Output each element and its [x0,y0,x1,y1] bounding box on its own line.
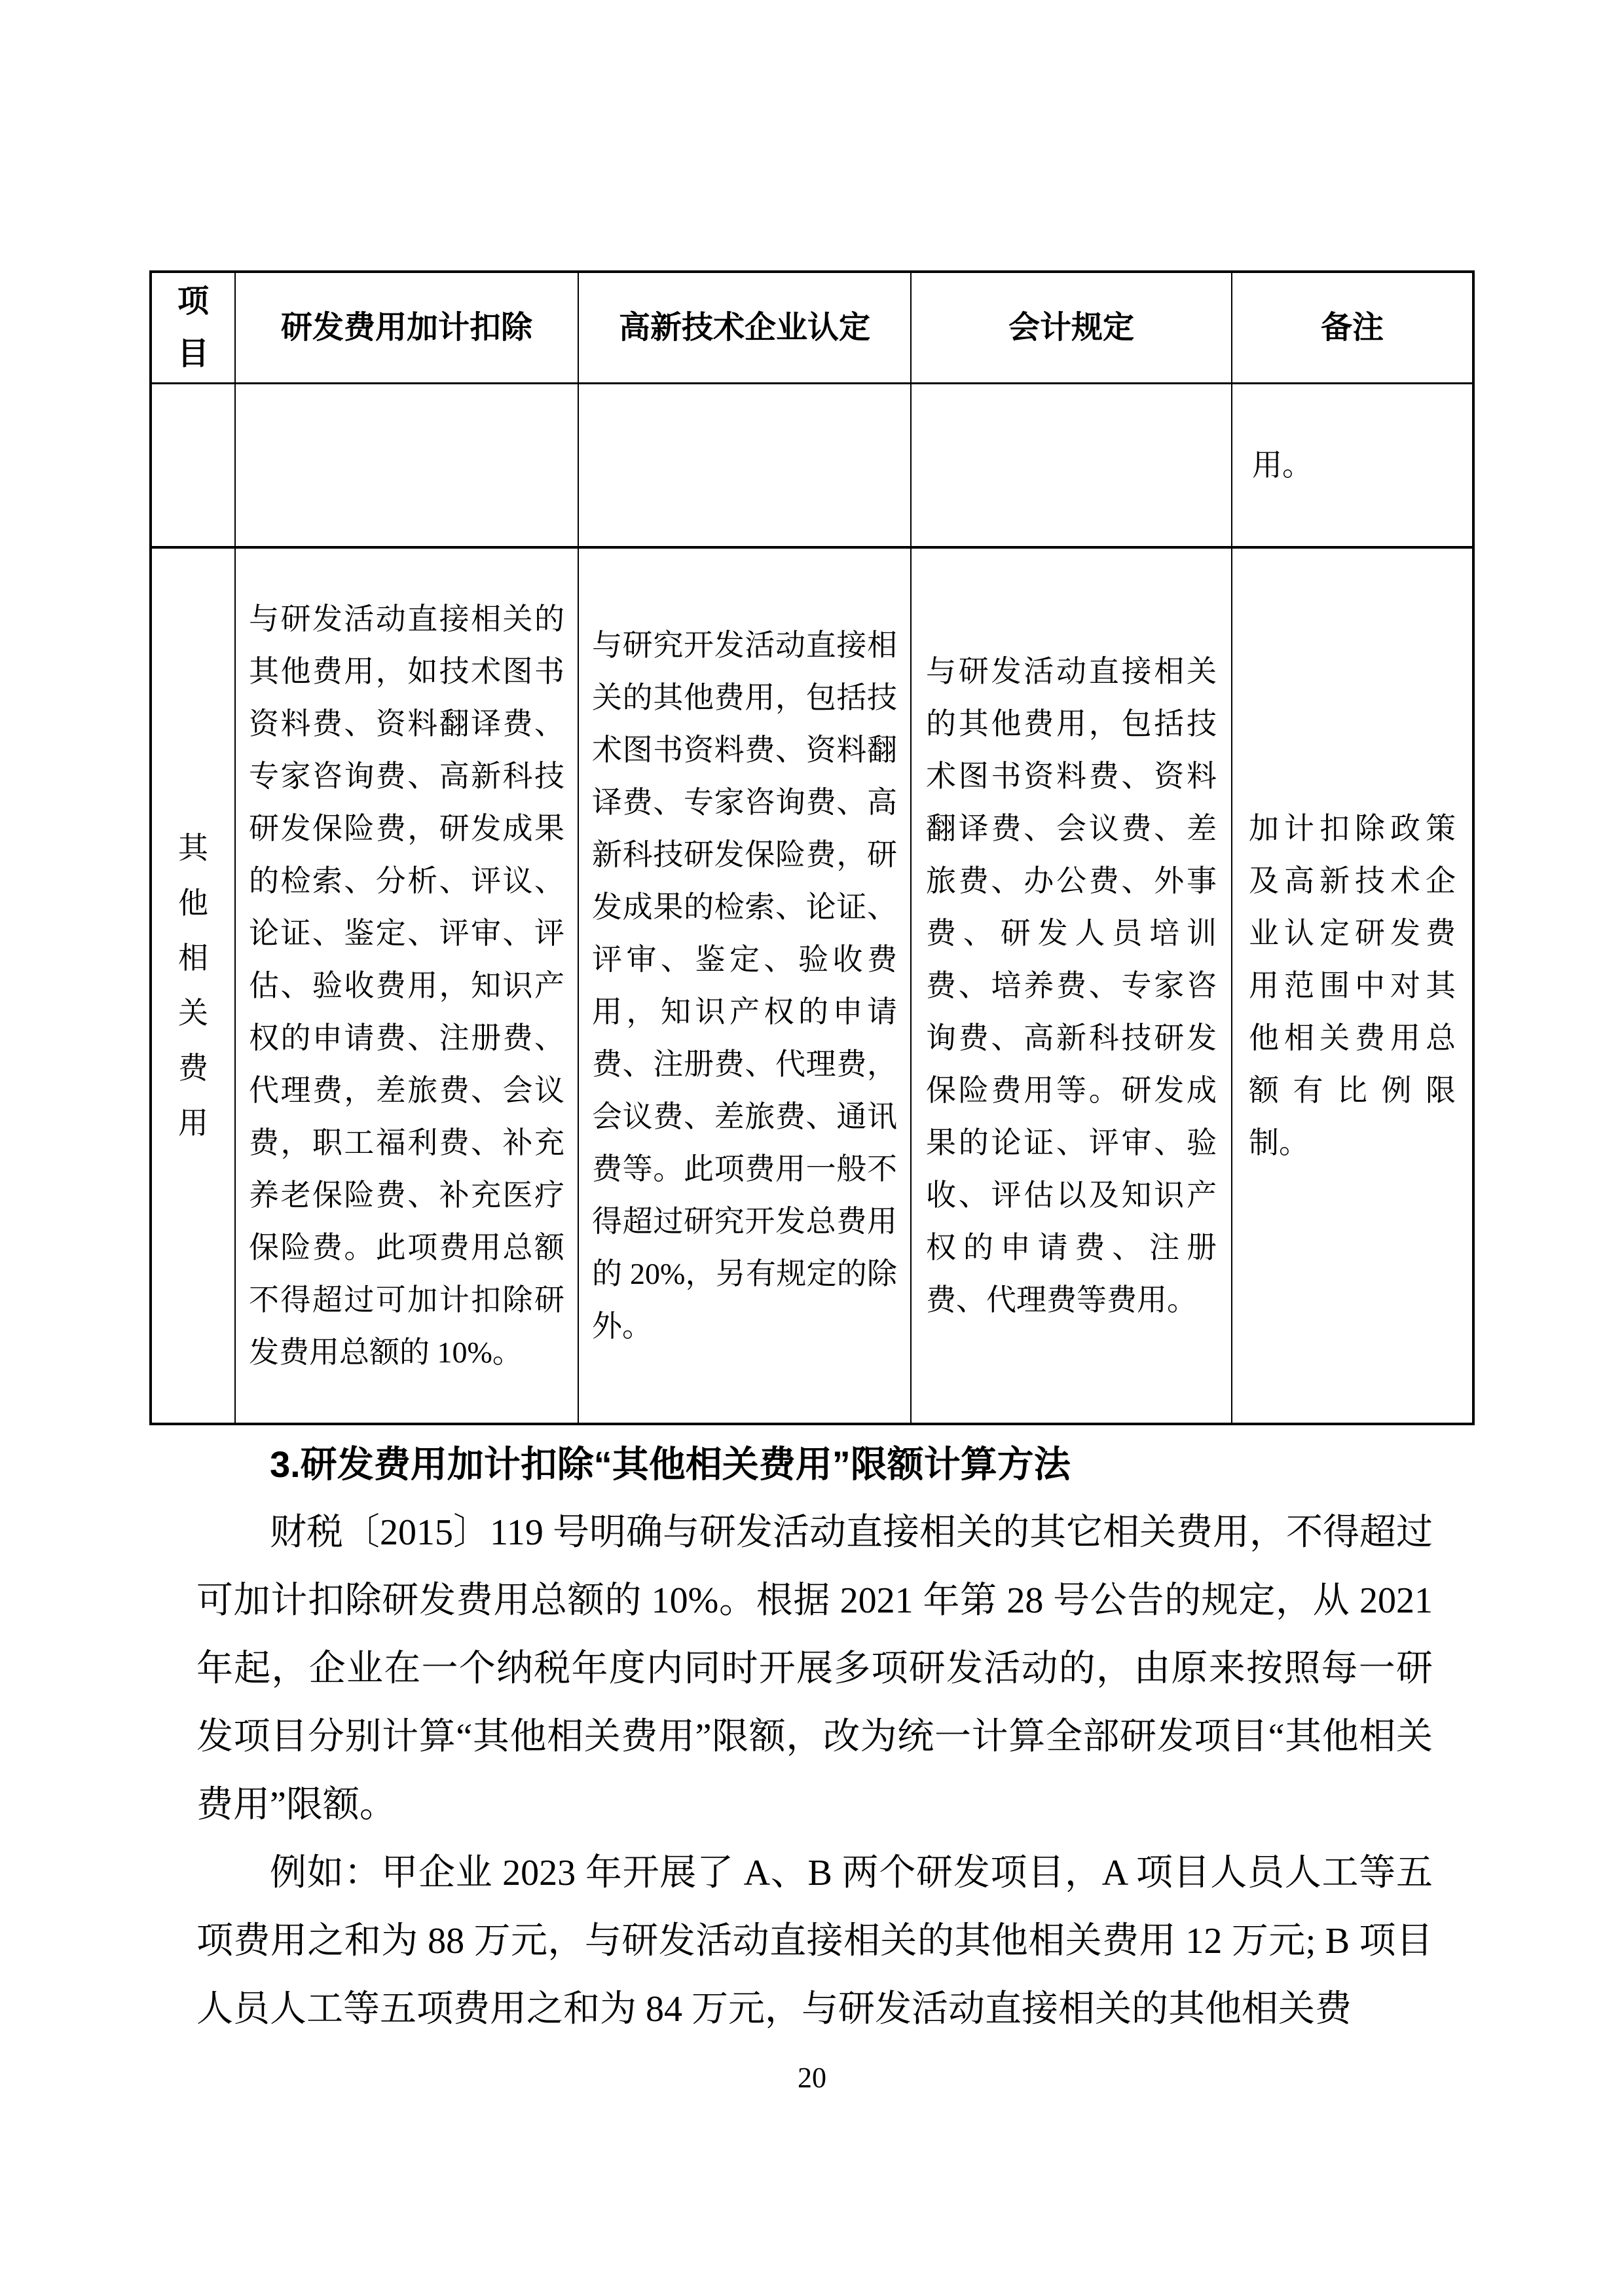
paragraph-limit-calculation: 财税〔2015〕119 号明确与研发活动直接相关的其它相关费用，不得超过可加计扣除研发费用总额的 10%。根据 2021 年第 28 号公告的规定，从 2021 年起，企业在一个纳税年度内同时开展多项研发活动的，由原来按照每一研发项目分别计算“其他相关费用”限额，改为统一计算全部研发项目“其他相关费用”限额。 [196,1512,1433,1825]
continuation-cell-item [152,384,236,549]
fee-comparison-table [149,270,1475,1425]
continuation-cell-notes [1232,384,1472,549]
cell-accounting-text: 与研发活动直接相关的其他费用，包括技术图书资料费、资料翻译费、会议费、差旅费、办公费、外事费、研发人员培训费、培养费、专家咨询费、高新科技研发保险费用等。研发成果的论证、评审、验收、评估以及知识产权的申请费、注册费、代理费等费用。 [926,654,1217,1317]
cell-rd-deduction-rule [236,549,579,1423]
table-header-item-label: 项目 [177,283,209,371]
continuation-text: 用。 [1252,448,1312,482]
cell-hightech-cert-text: 与研究开发活动直接相关的其他费用，包括技术图书资料费、资料翻译费、专家咨询费、高新科技研发保险费，研发成果的检索、论证、评审、鉴定、验收费用，知识产权的申请费、注册费、代理费，会议费、差旅费、通讯费等。此项费用一般不得超过研究开发总费用的 20%，另有规定的除外。 [592,628,897,1343]
cell-accounting-rule [912,549,1232,1423]
continuation-cell-accounting [912,384,1232,549]
paragraph-example: 例如：甲企业 2023 年开展了 A、B 两个研发项目，A 项目人员人工等五项费用之和为 88 万元，与研发活动直接相关的其他相关费用 12 万元; B 项目人员人工等五项费用之和为 84 万元，与研发活动直接相关的其他相关费 [196,1853,1433,2030]
table-header-hightech-cert: 高新技术企业认定 [579,273,912,384]
table-header-rd-deduction: 研发费用加计扣除 [236,273,579,384]
cell-hightech-cert-rule [579,549,912,1423]
cell-notes [1232,549,1472,1423]
row-label-other-related-fees [152,549,236,1423]
continuation-cell-rd-deduction [236,384,579,549]
section-heading: 3.研发费用加计扣除“其他相关费用”限额计算方法 [270,1444,1071,1485]
page-number: 20 [798,2062,826,2094]
body-text [196,1430,1433,2043]
table-header-notes: 备注 [1232,273,1472,384]
cell-rd-deduction-text: 与研发活动直接相关的其他费用，如技术图书资料费、资料翻译费、专家咨询费、高新科技研发保险费，研发成果的检索、分析、评议、论证、鉴定、评审、评估、验收费用，知识产权的申请费、注册费、代理费，差旅费、会议费，职工福利费、补充养老保险费、补充医疗保险费。此项费用总额不得超过可加计扣除研发费用总额的 10%。 [249,602,564,1369]
continuation-cell-hightech-cert [579,384,912,549]
table-header-accounting: 会计规定 [912,273,1232,384]
row-label-text: 其他相关费用 [178,831,208,1140]
cell-notes-text: 加计扣除政策及高新技术企业认定研发费用范围中对其他相关费用总额有比例限制。 [1249,811,1456,1159]
table-header-item [152,273,236,384]
